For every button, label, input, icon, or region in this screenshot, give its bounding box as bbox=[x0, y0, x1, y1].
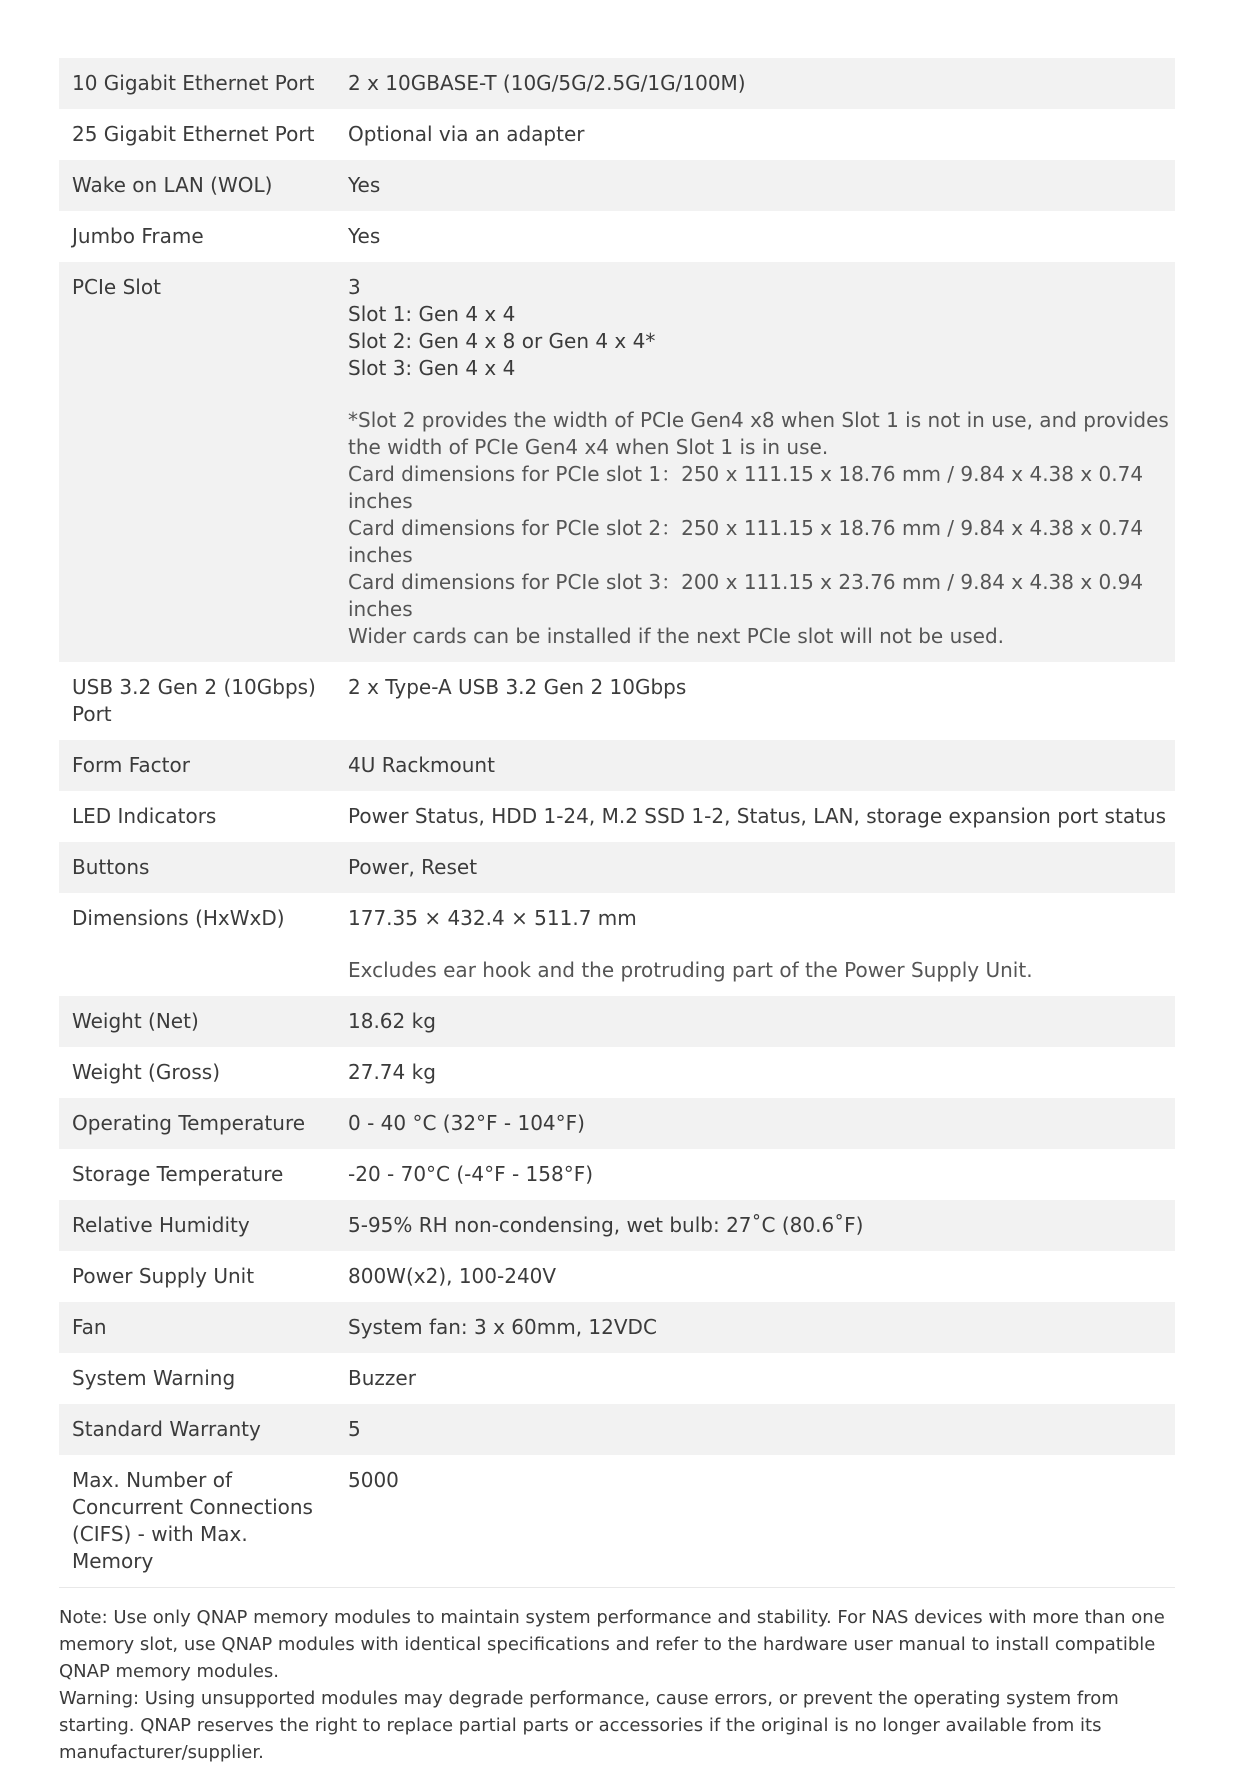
spec-row bbox=[59, 1251, 1175, 1302]
spec-value-line: 5 bbox=[348, 1417, 361, 1441]
specifications-table-body bbox=[59, 58, 1175, 1588]
spec-value bbox=[335, 1047, 1175, 1098]
spec-value-line: Slot 1: Gen 4 x 4 bbox=[348, 302, 516, 326]
spec-value-line: Power, Reset bbox=[348, 855, 478, 879]
spec-row bbox=[59, 740, 1175, 791]
spec-label: Fan bbox=[59, 1302, 335, 1353]
spec-label: Wake on LAN (WOL) bbox=[59, 160, 335, 211]
spec-value-line: 4U Rackmount bbox=[348, 753, 495, 777]
spec-row bbox=[59, 1455, 1175, 1588]
spec-row bbox=[59, 893, 1175, 996]
spec-value bbox=[335, 1251, 1175, 1302]
spec-row bbox=[59, 1404, 1175, 1455]
spec-value bbox=[335, 996, 1175, 1047]
spec-value bbox=[335, 893, 1175, 996]
spec-value bbox=[335, 791, 1175, 842]
spec-value bbox=[335, 740, 1175, 791]
spec-row bbox=[59, 1047, 1175, 1098]
spec-label: Relative Humidity bbox=[59, 1200, 335, 1251]
spec-row bbox=[59, 1200, 1175, 1251]
spec-value-line: 27.74 kg bbox=[348, 1060, 436, 1084]
spec-label: USB 3.2 Gen 2 (10Gbps) Port bbox=[59, 662, 335, 740]
spec-label: Max. Number of Concurrent Connections (CIFS) - with Max. Memory bbox=[59, 1455, 335, 1588]
spec-row bbox=[59, 1353, 1175, 1404]
spec-label: Power Supply Unit bbox=[59, 1251, 335, 1302]
spec-label: Weight (Net) bbox=[59, 996, 335, 1047]
spec-value-line: 18.62 kg bbox=[348, 1009, 436, 1033]
spec-label: 10 Gigabit Ethernet Port bbox=[59, 58, 335, 109]
spec-value bbox=[335, 842, 1175, 893]
spec-row bbox=[59, 160, 1175, 211]
spec-value-line: 800W(x2), 100-240V bbox=[348, 1264, 557, 1288]
spec-value-note: Card dimensions for PCIe slot 2：250 x 111.15 x 18.76 mm / 9.84 x 4.38 x 0.74 inches bbox=[348, 516, 1144, 567]
specifications-table bbox=[59, 58, 1175, 1588]
spec-label: Form Factor bbox=[59, 740, 335, 791]
spec-value-line: 177.35 × 432.4 × 511.7 mm bbox=[348, 906, 637, 930]
spec-label: PCIe Slot bbox=[59, 262, 335, 662]
spec-value-line: Slot 2: Gen 4 x 8 or Gen 4 x 4* bbox=[348, 329, 656, 353]
spec-label: Buttons bbox=[59, 842, 335, 893]
spec-value-line: 0 - 40 °C (32°F - 104°F) bbox=[348, 1111, 585, 1135]
spec-row bbox=[59, 662, 1175, 740]
spec-value-line: System fan: 3 x 60mm, 12VDC bbox=[348, 1315, 657, 1339]
spec-value bbox=[335, 262, 1175, 662]
spec-value-line: 5-95% RH non-condensing, wet bulb: 27˚C (80.6˚F) bbox=[348, 1213, 864, 1237]
spec-value bbox=[335, 1098, 1175, 1149]
memory-note: Note: Use only QNAP memory modules to maintain system performance and stability. For NAS devices with more than one memory slot, use QNAP modules with identical specifications and refer to the hardware user manual to install compatible QNAP memory modules. bbox=[59, 1607, 1165, 1682]
spec-row bbox=[59, 1098, 1175, 1149]
spec-value-spacer bbox=[348, 382, 1175, 407]
spec-value-line: Slot 3: Gen 4 x 4 bbox=[348, 356, 516, 380]
spec-value bbox=[335, 160, 1175, 211]
spec-value bbox=[335, 1404, 1175, 1455]
spec-value-line: 2 x 10GBASE-T (10G/5G/2.5G/1G/100M) bbox=[348, 71, 746, 95]
spec-value-line: -20 - 70°C (-4°F - 158°F) bbox=[348, 1162, 594, 1186]
spec-label: Standard Warranty bbox=[59, 1404, 335, 1455]
spec-label: System Warning bbox=[59, 1353, 335, 1404]
spec-row bbox=[59, 842, 1175, 893]
spec-row bbox=[59, 109, 1175, 160]
spec-value-line: Buzzer bbox=[348, 1366, 416, 1390]
spec-value bbox=[335, 1455, 1175, 1588]
spec-label: 25 Gigabit Ethernet Port bbox=[59, 109, 335, 160]
spec-value bbox=[335, 109, 1175, 160]
footer-notes bbox=[59, 1604, 1184, 1766]
spec-value-line: Power Status, HDD 1-24, M.2 SSD 1-2, Status, LAN, storage expansion port status bbox=[348, 804, 1167, 828]
spec-value-line: Optional via an adapter bbox=[348, 122, 585, 146]
spec-label: LED Indicators bbox=[59, 791, 335, 842]
memory-warning: Warning: Using unsupported modules may degrade performance, cause errors, or prevent the operating system from starting. QNAP reserves the right to replace partial parts or accessories if the original is no longer available from its manufacturer/supplier. bbox=[59, 1688, 1119, 1763]
spec-row bbox=[59, 791, 1175, 842]
spec-label: Storage Temperature bbox=[59, 1149, 335, 1200]
spec-value bbox=[335, 1149, 1175, 1200]
spec-value-line: Yes bbox=[348, 173, 381, 197]
spec-label: Operating Temperature bbox=[59, 1098, 335, 1149]
spec-label: Weight (Gross) bbox=[59, 1047, 335, 1098]
spec-value-line: 2 x Type-A USB 3.2 Gen 2 10Gbps bbox=[348, 675, 687, 699]
spec-value-note: Wider cards can be installed if the next PCIe slot will not be used. bbox=[348, 624, 1005, 648]
spec-value bbox=[335, 1200, 1175, 1251]
spec-value-spacer bbox=[348, 932, 1175, 957]
spec-row bbox=[59, 1302, 1175, 1353]
spec-row bbox=[59, 996, 1175, 1047]
spec-value-note: Card dimensions for PCIe slot 1：250 x 111.15 x 18.76 mm / 9.84 x 4.38 x 0.74 inches bbox=[348, 462, 1144, 513]
spec-value bbox=[335, 58, 1175, 109]
spec-value bbox=[335, 1302, 1175, 1353]
spec-row bbox=[59, 211, 1175, 262]
spec-value-note: *Slot 2 provides the width of PCIe Gen4 x8 when Slot 1 is not in use, and provides the width of PCIe Gen4 x4 when Slot 1 is in use. bbox=[348, 408, 1169, 459]
spec-value-line: 5000 bbox=[348, 1468, 399, 1492]
spec-value bbox=[335, 1353, 1175, 1404]
spec-label: Dimensions (HxWxD) bbox=[59, 893, 335, 996]
spec-value-line: 3 bbox=[348, 275, 361, 299]
spec-value-note: Excludes ear hook and the protruding part of the Power Supply Unit. bbox=[348, 958, 1033, 982]
spec-label: Jumbo Frame bbox=[59, 211, 335, 262]
spec-value-line: Yes bbox=[348, 224, 381, 248]
spec-row bbox=[59, 1149, 1175, 1200]
spec-row bbox=[59, 262, 1175, 662]
spec-value-note: Card dimensions for PCIe slot 3：200 x 111.15 x 23.76 mm / 9.84 x 4.38 x 0.94 inches bbox=[348, 570, 1144, 621]
spec-row bbox=[59, 58, 1175, 109]
spec-value bbox=[335, 662, 1175, 740]
spec-value bbox=[335, 211, 1175, 262]
